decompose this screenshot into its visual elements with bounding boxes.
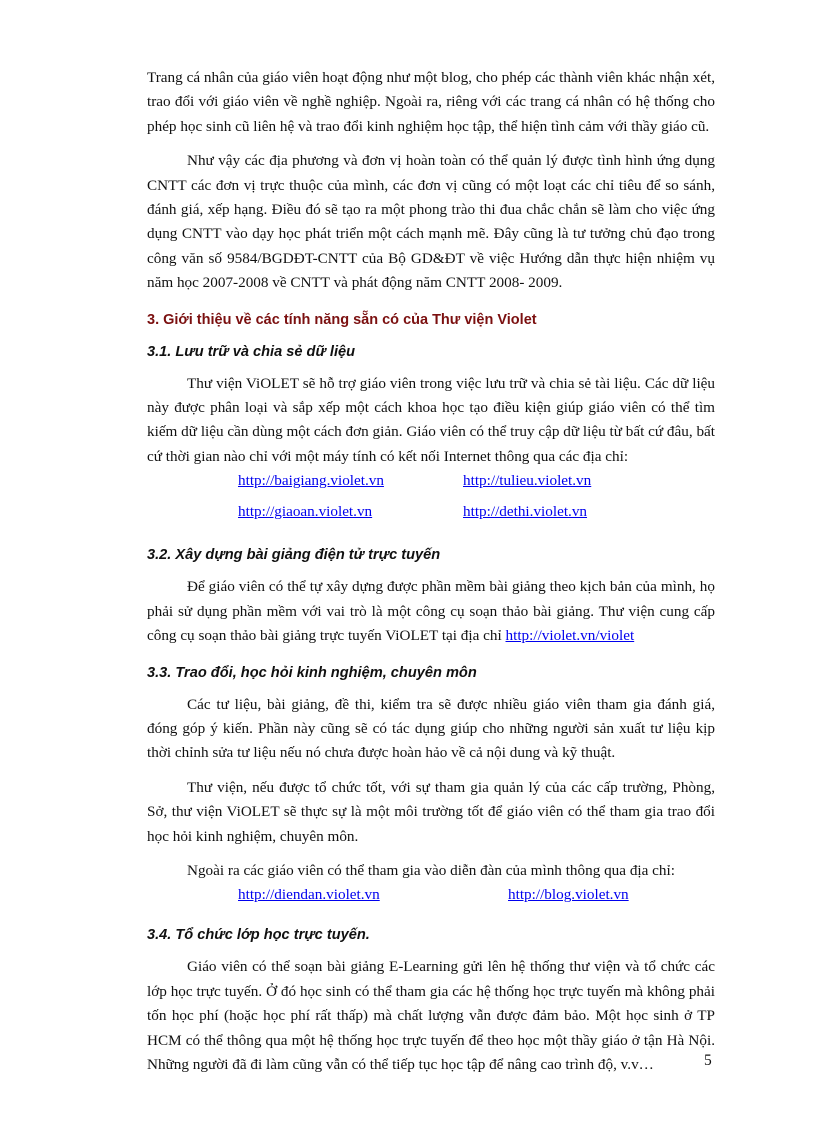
spacer (147, 139, 715, 149)
section-3-3-paragraph-1: Các tư liệu, bài giảng, đề thi, kiểm tra sẽ được nhiều giáo viên tham gia đánh giá, đóng góp ý kiến. Phần này cũng sẽ có tác dụng giúp cho những người sản xuất tư liệu kịp thời chỉnh sửa tư liệu nếu nó chưa được hoàn hảo về cả nội dung và kỹ thuật. (147, 695, 715, 762)
section-3-1-heading: 3.1. Lưu trữ và chia sẻ dữ liệu (147, 343, 356, 360)
section-3-4-paragraph: Giáo viên có thể soạn bài giảng E-Learning gửi lên hệ thống thư viện và tổ chức các lớp học trực tuyến. Ở đó học sinh có thể tham gia các hệ thống học trực tuyến mà không phải tốn học phí (hoặc học phí rất thấp) mà chất lượng vẫn được đảm bảo. Một học sinh ở TP HCM có thể thông qua một hệ thống học trực tuyến để theo học một thầy giáo ở tận Hà Nội. Những người đã đi làm cũng vẫn có thể tiếp tục học tập để nâng cao trình độ, v.v… (147, 958, 715, 1073)
link-row (147, 883, 715, 911)
section-3-1-paragraph: Thư viện ViOLET sẽ hỗ trợ giáo viên trong việc lưu trữ và chia sẻ tài liệu. Các dữ liệu này được phân loại và sắp xếp một cách khoa học tạo điều kiện giúp giáo viên có thể tìm kiếm dữ liệu cần dùng một cách đơn giản. Giáo viên có thể truy cập dữ liệu từ bất cứ đâu, bất cứ thời gian nào chỉ với một máy tính có kết nối Internet thông qua các địa chỉ: (147, 374, 715, 465)
link-row (147, 469, 715, 500)
section-3-2-text: Để giáo viên có thể tự xây dựng được phần mềm bài giảng theo kịch bản của mình, họ phải sử dụng phần mềm với vai trò là một công cụ soạn thảo bài giảng. Thư viện cung cấp công cụ soạn thảo bài giảng trực tuyến ViOLET tại địa chỉ (147, 578, 715, 645)
section-3-heading: 3. Giới thiệu về các tính năng sẵn có của Thư viện Violet (147, 311, 537, 328)
page-number: 5 (704, 1052, 712, 1069)
spacer (147, 849, 715, 859)
section-3-3-paragraph-2: Thư viện, nếu được tổ chức tốt, với sự tham gia quản lý của các cấp trường, Phòng, Sở, thư viện ViOLET sẽ thực sự là một môi trường tốt để giáo viên có thể tham gia trao đổi học hỏi kinh nghiệm, chuyên môn. (147, 778, 715, 845)
diendan-link[interactable]: http://diendan.violet.vn (238, 886, 380, 904)
section-3-3-heading: 3.3. Trao đổi, học hỏi kinh nghiệm, chuyên môn (147, 664, 477, 681)
document-page (147, 66, 715, 1077)
giaoan-link[interactable]: http://giaoan.violet.vn (238, 503, 373, 521)
spacer (147, 766, 715, 776)
link-row (147, 500, 715, 531)
intro-paragraph-1: Trang cá nhân của giáo viên hoạt động như một blog, cho phép các thành viên khác nhận xét, trao đổi với giáo viên về nghề nghiệp. Ngoài ra, riêng với các trang cá nhân có hệ thống cho phép học sinh cũ liên hệ và trao đổi kinh nghiệm học tập, thể hiện tình cảm với thầy giáo cũ. (147, 69, 715, 135)
tulieu-link[interactable]: http://tulieu.violet.vn (463, 472, 592, 490)
section-3-4-heading: 3.4. Tổ chức lớp học trực tuyến. (147, 927, 370, 944)
section-3-2-heading: 3.2. Xây dựng bài giảng điện tử trực tuyến (147, 547, 441, 564)
dethi-link[interactable]: http://dethi.violet.vn (463, 503, 588, 521)
violet-editor-link[interactable]: http://violet.vn/violet (505, 627, 635, 645)
intro-paragraph-2: Như vậy các địa phương và đơn vị hoàn toàn có thể quản lý được tình hình ứng dụng CNTT các đơn vị trực thuộc của mình, các đơn vị cũng có một loạt các chỉ tiêu để so sánh, đánh giá, xếp hạng. Điều đó sẽ tạo ra một phong trào thi đua chắc chắn sẽ làm cho việc ứng dụng CNTT vào dạy học phát triển một cách mạnh mẽ. Đây cũng là tư tưởng chủ đạo trong công văn số 9584/BGDĐT-CNTT của Bộ GD&ĐT về việc Hướng dẫn thực hiện nhiệm vụ năm học 2007-2008 về CNTT và phát động năm CNTT 2008- 2009. (147, 152, 715, 292)
baigiang-link[interactable]: http://baigiang.violet.vn (238, 472, 384, 490)
section-3-3-paragraph-3: Ngoài ra các giáo viên có thể tham gia vào diễn đàn của mình thông qua địa chỉ: (187, 861, 675, 879)
blog-link[interactable]: http://blog.violet.vn (508, 886, 629, 904)
section-3-2-paragraph (147, 575, 715, 648)
